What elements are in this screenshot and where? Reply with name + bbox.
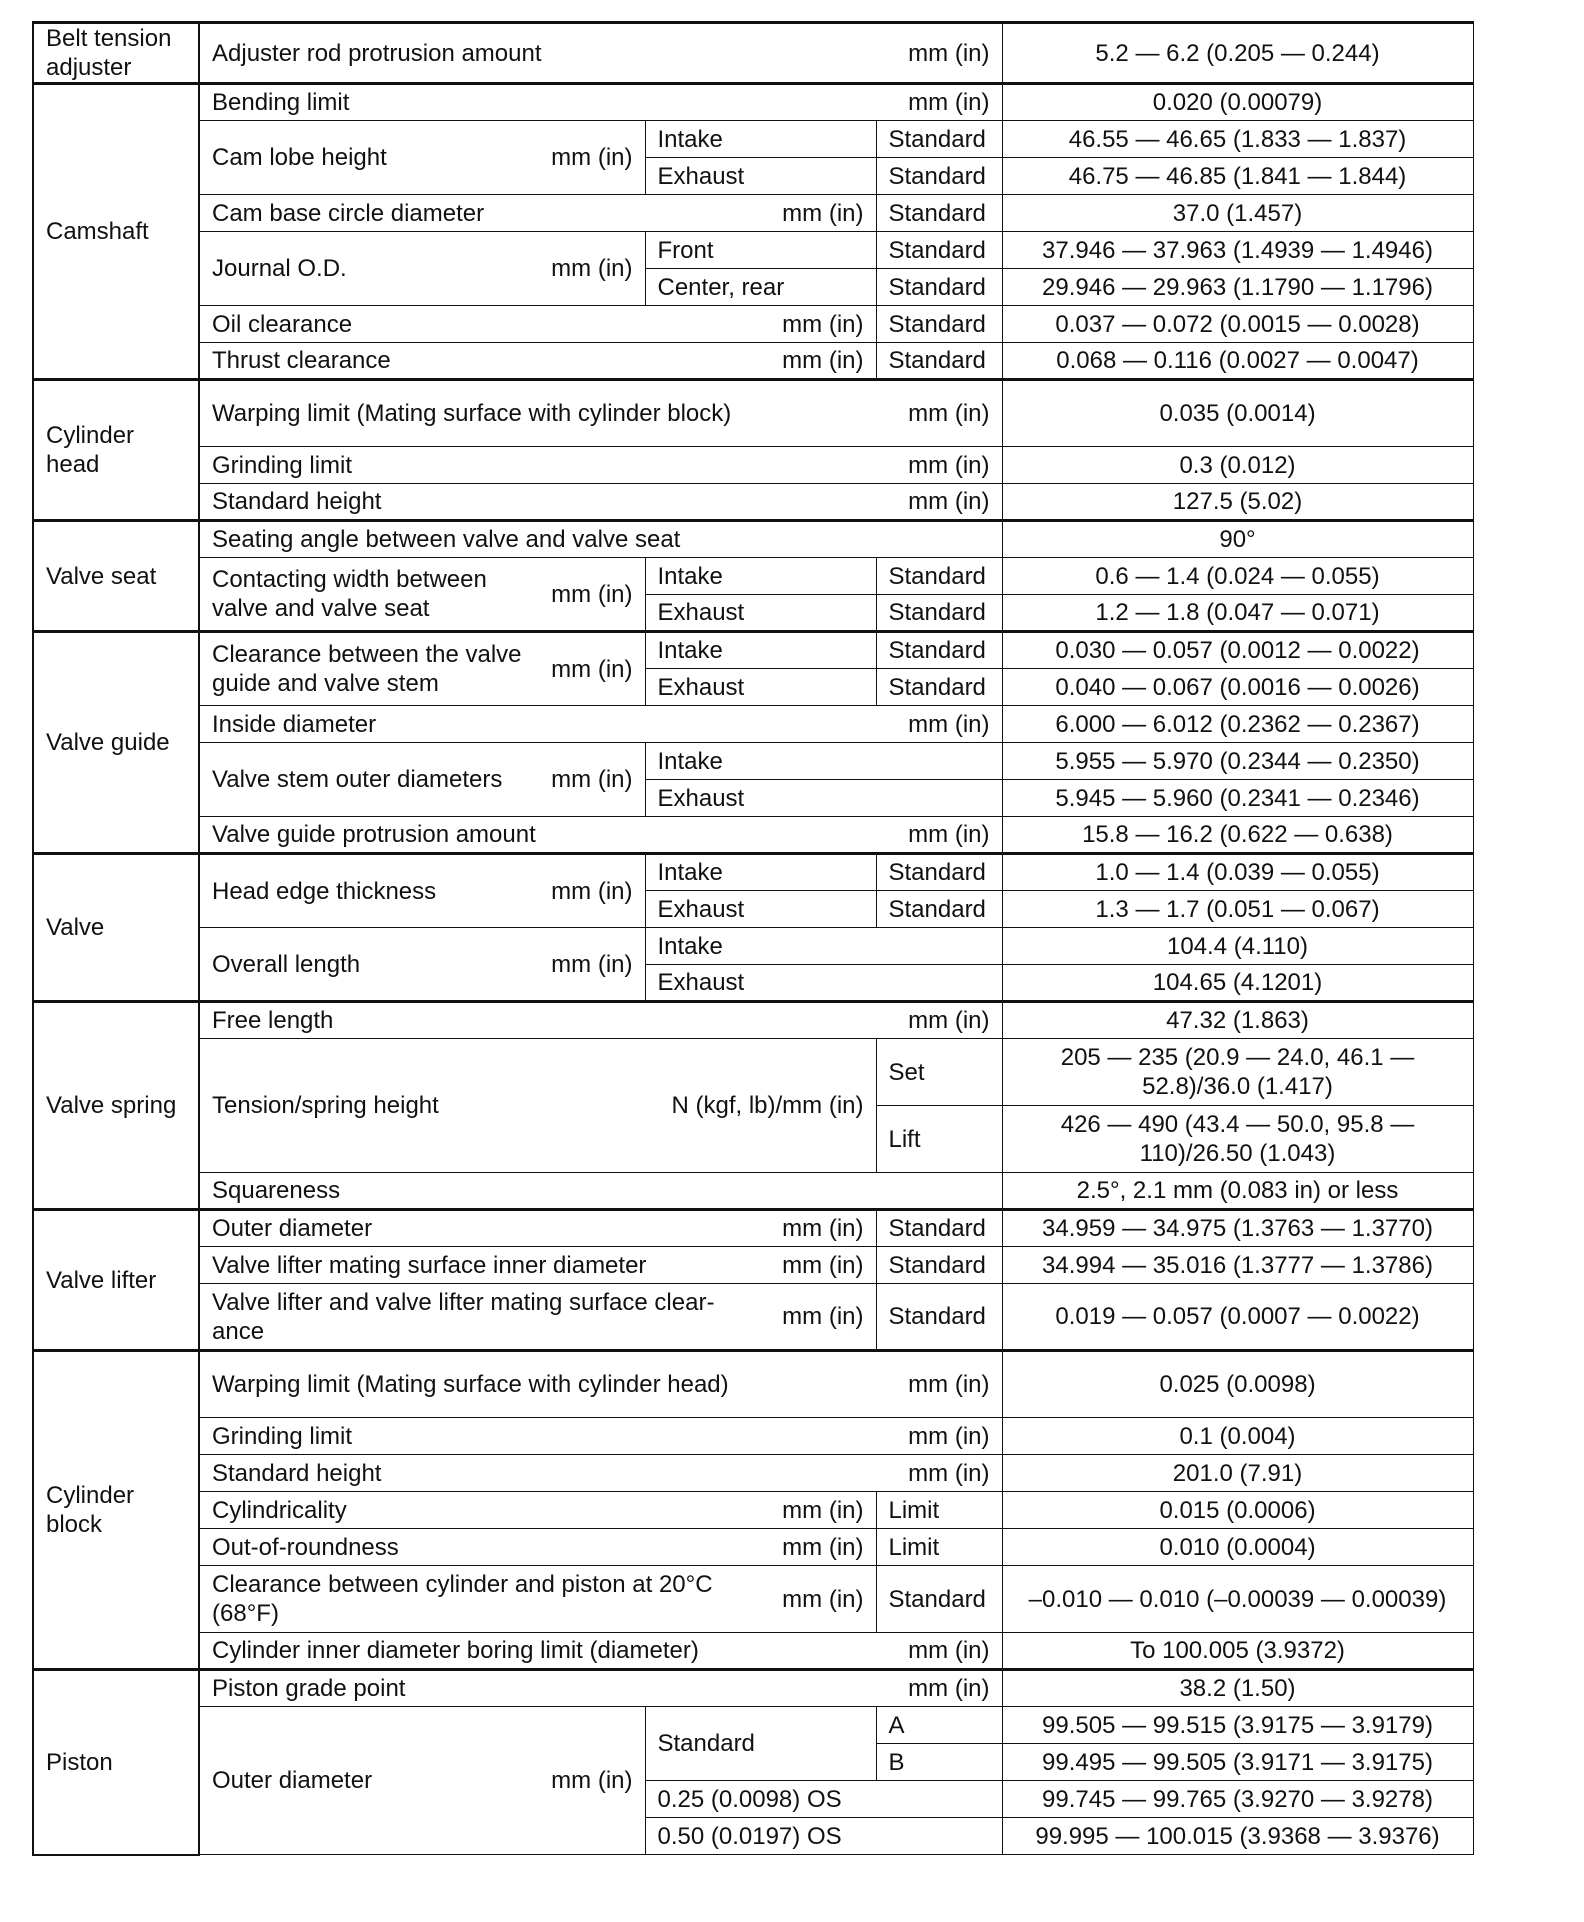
- table-row: [33, 1529, 1473, 1566]
- unit-label: mm (in): [908, 451, 990, 479]
- spec-item-cell: [199, 632, 645, 706]
- table-row: [33, 121, 1473, 158]
- spec-value: 201.0 (7.91): [1002, 1455, 1473, 1492]
- spec-cell: Limit: [876, 1529, 1002, 1566]
- spec-cell: Standard: [876, 232, 1002, 269]
- spec-item-wrap: [212, 640, 633, 698]
- spec-value: 0.020 (0.00079): [1002, 84, 1473, 121]
- unit-label: mm (in): [551, 877, 633, 905]
- spec-value: 0.025 (0.0098): [1002, 1351, 1473, 1418]
- table-row: [33, 558, 1473, 595]
- spec-item-cell: [199, 1566, 876, 1633]
- spec-cell: Exhaust: [645, 780, 1002, 817]
- spec-item-cell: [199, 23, 1002, 84]
- spec-value: 5.2 — 6.2 (0.205 — 0.244): [1002, 23, 1473, 84]
- unit-label: mm (in): [551, 766, 633, 793]
- spec-item-cell: [199, 1670, 1002, 1707]
- spec-value: 99.745 — 99.765 (3.9270 — 3.9278): [1002, 1781, 1473, 1818]
- spec-item-cell: [199, 817, 1002, 854]
- table-row: [33, 195, 1473, 232]
- spec-item-wrap: [212, 877, 633, 906]
- table-row: [33, 343, 1473, 380]
- spec-item-cell: [199, 558, 645, 632]
- table-row: [33, 23, 1473, 84]
- spec-item-wrap: [212, 1766, 633, 1795]
- spec-cell: Standard: [876, 343, 1002, 380]
- unit-label: mm (in): [908, 710, 990, 738]
- spec-cell: Intake: [645, 121, 876, 158]
- section-label: Piston: [33, 1670, 199, 1855]
- spec-item-wrap: [212, 820, 990, 849]
- table-row: [33, 447, 1473, 484]
- spec-item-wrap: [212, 1496, 864, 1525]
- table-row: [33, 1455, 1473, 1492]
- spec-item-wrap: [212, 1674, 990, 1703]
- spec-item-cell: [199, 1455, 1002, 1492]
- spec-item-wrap: [212, 399, 990, 428]
- spec-item-wrap: [212, 710, 990, 739]
- table-row: [33, 1633, 1473, 1670]
- section-label: Valve seat: [33, 521, 199, 632]
- spec-item-label: Thrust clearance: [212, 347, 391, 374]
- spec-item-cell: [199, 1633, 1002, 1670]
- unit-label: mm (in): [908, 821, 990, 848]
- unit-label: mm (in): [551, 144, 633, 171]
- unit-label: mm (in): [908, 1371, 990, 1398]
- spec-cell: Standard: [876, 854, 1002, 891]
- spec-value: 47.32 (1.863): [1002, 1002, 1473, 1039]
- spec-item-cell: [199, 121, 645, 195]
- unit-label: mm (in): [908, 488, 990, 515]
- spec-item-label: Valve stem outer diameters: [212, 766, 503, 793]
- spec-cell: Standard: [876, 1210, 1002, 1247]
- table-row: [33, 743, 1473, 780]
- spec-value: 5.955 — 5.970 (0.2344 — 0.2350): [1002, 743, 1473, 780]
- spec-item-label: Outer diameter: [212, 1215, 373, 1242]
- spec-cell: Intake: [645, 632, 876, 669]
- unit-label: mm (in): [908, 1007, 990, 1034]
- spec-value: 0.3 (0.012): [1002, 447, 1473, 484]
- spec-item-wrap: [212, 199, 864, 228]
- spec-item-wrap: [212, 1006, 990, 1035]
- section-label: Valve lifter: [33, 1210, 199, 1351]
- spec-item-wrap: [212, 1422, 990, 1451]
- section-label: Belt tension adjuster: [33, 23, 199, 84]
- spec-item-cell: [199, 1247, 876, 1284]
- spec-value: 0.015 (0.0006): [1002, 1492, 1473, 1529]
- unit-label: mm (in): [782, 1533, 864, 1561]
- spec-cell: Squareness: [199, 1173, 1002, 1210]
- spec-item-cell: [199, 1002, 1002, 1039]
- spec-value: 37.0 (1.457): [1002, 195, 1473, 232]
- table-row: [33, 1670, 1473, 1707]
- spec-item-label: Clearance between cylinder and piston at 20°C (68°F): [212, 1571, 713, 1627]
- table-row: [33, 928, 1473, 965]
- spec-item-cell: [199, 306, 876, 343]
- spec-cell: Exhaust: [645, 965, 1002, 1002]
- spec-value: 15.8 — 16.2 (0.622 — 0.638): [1002, 817, 1473, 854]
- spec-item-wrap: [212, 1533, 864, 1562]
- spec-item-cell: [199, 1418, 1002, 1455]
- spec-cell: Standard: [876, 669, 1002, 706]
- unit-label: mm (in): [782, 1496, 864, 1524]
- table-row: [33, 1173, 1473, 1210]
- spec-item-cell: [199, 854, 645, 928]
- spec-value: –0.010 — 0.010 (–0.00039 — 0.00039): [1002, 1566, 1473, 1633]
- spec-cell: Set: [876, 1039, 1002, 1106]
- spec-item-label: Valve lifter and valve lifter mating surface clear- ance: [212, 1288, 715, 1345]
- spec-value: 1.3 — 1.7 (0.051 — 0.067): [1002, 891, 1473, 928]
- spec-item-cell: [199, 447, 1002, 484]
- table-row: [33, 84, 1473, 121]
- spec-item-cell: [199, 195, 876, 232]
- table-row: [33, 232, 1473, 269]
- spec-cell: Standard: [876, 1247, 1002, 1284]
- spec-value: 0.1 (0.004): [1002, 1418, 1473, 1455]
- section-label: Camshaft: [33, 84, 199, 380]
- spec-value: 1.2 — 1.8 (0.047 — 0.071): [1002, 595, 1473, 632]
- spec-cell: Intake: [645, 928, 1002, 965]
- spec-cell: A: [876, 1707, 1002, 1744]
- table-row: [33, 817, 1473, 854]
- unit-label: mm (in): [551, 950, 633, 978]
- spec-cell: Exhaust: [645, 669, 876, 706]
- spec-cell: Standard: [876, 269, 1002, 306]
- spec-item-label: Warping limit (Mating surface with cylinder head): [212, 1371, 729, 1398]
- spec-item-cell: [199, 1284, 876, 1351]
- spec-value: 29.946 — 29.963 (1.1790 — 1.1796): [1002, 269, 1473, 306]
- spec-value: 6.000 — 6.012 (0.2362 — 0.2367): [1002, 706, 1473, 743]
- spec-value: 46.75 — 46.85 (1.841 — 1.844): [1002, 158, 1473, 195]
- spec-item-label: Bending limit: [212, 89, 350, 116]
- unit-label: mm (in): [782, 1251, 864, 1279]
- spec-value: 34.994 — 35.016 (1.3777 — 1.3786): [1002, 1247, 1473, 1284]
- spec-item-label: Grinding limit: [212, 1422, 353, 1450]
- spec-value: 99.505 — 99.515 (3.9175 — 3.9179): [1002, 1707, 1473, 1744]
- spec-item-cell: [199, 484, 1002, 521]
- unit-label: mm (in): [551, 255, 633, 282]
- spec-item-cell: [199, 84, 1002, 121]
- table-row: [33, 1418, 1473, 1455]
- spec-item-cell: [199, 743, 645, 817]
- spec-cell: Front: [645, 232, 876, 269]
- table-row: [33, 1707, 1473, 1744]
- spec-item-label: Tension/spring height: [212, 1092, 439, 1119]
- spec-item-wrap: [212, 1370, 990, 1399]
- spec-item-label: Adjuster rod protrusion amount: [212, 39, 542, 67]
- spec-item-label: Cylindricality: [212, 1496, 347, 1524]
- unit-label: mm (in): [908, 1459, 990, 1487]
- spec-value: 90°: [1002, 521, 1473, 558]
- spec-value: 104.65 (4.1201): [1002, 965, 1473, 1002]
- spec-value: 0.068 — 0.116 (0.0027 — 0.0047): [1002, 343, 1473, 380]
- unit-label: N (kgf, lb)/mm (in): [671, 1092, 864, 1119]
- spec-item-label: Inside diameter: [212, 710, 377, 738]
- spec-item-wrap: [212, 1636, 990, 1665]
- spec-cell: Standard: [876, 595, 1002, 632]
- spec-item-cell: [199, 706, 1002, 743]
- spec-item-cell: [199, 1351, 1002, 1418]
- spec-item-wrap: [212, 39, 990, 68]
- spec-cell: Standard: [876, 121, 1002, 158]
- spec-value: 205 — 235 (20.9 — 24.0, 46.1 — 52.8)/36.0 (1.417): [1002, 1039, 1473, 1106]
- unit-label: mm (in): [782, 1585, 864, 1613]
- spec-cell: Standard: [876, 558, 1002, 595]
- unit-label: mm (in): [551, 655, 633, 683]
- spec-item-label: Grinding limit: [212, 451, 353, 479]
- table-row: [33, 306, 1473, 343]
- spec-item-label: Cylinder inner diameter boring limit (diameter): [212, 1637, 699, 1664]
- unit-label: mm (in): [908, 89, 990, 116]
- spec-cell: Standard: [645, 1707, 876, 1781]
- spec-cell: Intake: [645, 854, 876, 891]
- spec-item-label: Standard height: [212, 488, 382, 515]
- spec-cell: 0.25 (0.0098) OS: [645, 1781, 1002, 1818]
- spec-item-label: Standard height: [212, 1459, 382, 1487]
- unit-label: mm (in): [782, 1303, 864, 1330]
- spec-item-wrap: [212, 487, 990, 516]
- spec-value: 38.2 (1.50): [1002, 1670, 1473, 1707]
- spec-cell: Standard: [876, 1566, 1002, 1633]
- spec-item-wrap: [212, 1091, 864, 1120]
- spec-item-cell: [199, 928, 645, 1002]
- table-row: [33, 380, 1473, 447]
- spec-cell: Standard: [876, 306, 1002, 343]
- table-row: [33, 484, 1473, 521]
- spec-cell: Exhaust: [645, 158, 876, 195]
- spec-item-wrap: [212, 1214, 864, 1243]
- unit-label: mm (in): [908, 400, 990, 427]
- spec-item-cell: [199, 343, 876, 380]
- spec-value: 99.495 — 99.505 (3.9171 — 3.9175): [1002, 1744, 1473, 1781]
- spec-cell: Standard: [876, 632, 1002, 669]
- spec-cell: B: [876, 1744, 1002, 1781]
- spec-item-wrap: [212, 451, 990, 480]
- table-row: [33, 854, 1473, 891]
- spec-value: 0.6 — 1.4 (0.024 — 0.055): [1002, 558, 1473, 595]
- spec-item-label: Out-of-roundness: [212, 1533, 399, 1561]
- unit-label: mm (in): [908, 1675, 990, 1702]
- table-row: [33, 1039, 1473, 1106]
- spec-item-label: Cam lobe height: [212, 144, 387, 171]
- spec-item-wrap: [212, 1570, 864, 1628]
- spec-value: 0.035 (0.0014): [1002, 380, 1473, 447]
- spec-value: 46.55 — 46.65 (1.833 — 1.837): [1002, 121, 1473, 158]
- spec-item-label: Oil clearance: [212, 310, 353, 338]
- unit-label: mm (in): [782, 1215, 864, 1242]
- spec-item-cell: [199, 1210, 876, 1247]
- spec-value: 37.946 — 37.963 (1.4939 — 1.4946): [1002, 232, 1473, 269]
- spec-item-label: Valve guide protrusion amount: [212, 821, 536, 848]
- spec-item-label: Head edge thickness: [212, 877, 437, 905]
- spec-item-wrap: [212, 565, 633, 623]
- spec-value: 127.5 (5.02): [1002, 484, 1473, 521]
- table-row: [33, 521, 1473, 558]
- specification-table-body: [33, 23, 1473, 1855]
- table-row: [33, 1210, 1473, 1247]
- unit-label: mm (in): [908, 1422, 990, 1450]
- table-row: [33, 1492, 1473, 1529]
- spec-cell: Exhaust: [645, 891, 876, 928]
- spec-item-label: Warping limit (Mating surface with cylinder block): [212, 400, 732, 427]
- unit-label: mm (in): [782, 199, 864, 227]
- spec-item-cell: [199, 1707, 645, 1855]
- unit-label: mm (in): [908, 39, 990, 67]
- unit-label: mm (in): [908, 1637, 990, 1664]
- table-row: [33, 1566, 1473, 1633]
- spec-cell: Intake: [645, 743, 1002, 780]
- spec-item-label: Piston grade point: [212, 1675, 406, 1702]
- table-row: [33, 706, 1473, 743]
- spec-cell: Center, rear: [645, 269, 876, 306]
- spec-item-label: Cam base circle diameter: [212, 199, 485, 227]
- spec-item-cell: [199, 1492, 876, 1529]
- spec-item-cell: [199, 232, 645, 306]
- table-row: [33, 1284, 1473, 1351]
- table-row: [33, 1247, 1473, 1284]
- spec-value: 2.5°, 2.1 mm (0.083 in) or less: [1002, 1173, 1473, 1210]
- spec-item-wrap: [212, 254, 633, 283]
- spec-cell: Standard: [876, 158, 1002, 195]
- spec-value: 1.0 — 1.4 (0.039 — 0.055): [1002, 854, 1473, 891]
- unit-label: mm (in): [782, 347, 864, 374]
- spec-item-wrap: [212, 88, 990, 117]
- specification-table: [32, 21, 1474, 1856]
- spec-value: 0.019 — 0.057 (0.0007 — 0.0022): [1002, 1284, 1473, 1351]
- spec-value: 0.040 — 0.067 (0.0016 — 0.0026): [1002, 669, 1473, 706]
- spec-cell: Standard: [876, 195, 1002, 232]
- spec-cell: Lift: [876, 1106, 1002, 1173]
- spec-value: 34.959 — 34.975 (1.3763 — 1.3770): [1002, 1210, 1473, 1247]
- spec-item-wrap: [212, 143, 633, 172]
- spec-item-wrap: [212, 346, 864, 375]
- unit-label: mm (in): [782, 310, 864, 338]
- spec-cell: Limit: [876, 1492, 1002, 1529]
- section-label: Valve: [33, 854, 199, 1002]
- spec-value: 0.010 (0.0004): [1002, 1529, 1473, 1566]
- section-label: Valve guide: [33, 632, 199, 854]
- spec-value: 5.945 — 5.960 (0.2341 — 0.2346): [1002, 780, 1473, 817]
- spec-value: 426 — 490 (43.4 — 50.0, 95.8 — 110)/26.50 (1.043): [1002, 1106, 1473, 1173]
- table-row: [33, 1351, 1473, 1418]
- spec-item-label: Outer diameter: [212, 1767, 373, 1794]
- spec-cell: 0.50 (0.0197) OS: [645, 1818, 1002, 1855]
- spec-value: 104.4 (4.110): [1002, 928, 1473, 965]
- spec-item-wrap: [212, 1288, 864, 1346]
- spec-cell: Seating angle between valve and valve seat: [199, 521, 1002, 558]
- unit-label: mm (in): [551, 580, 633, 608]
- spec-cell: Intake: [645, 558, 876, 595]
- spec-item-label: Valve lifter mating surface inner diameter: [212, 1251, 647, 1279]
- spec-item-label: Free length: [212, 1007, 334, 1034]
- spec-cell: Exhaust: [645, 595, 876, 632]
- section-label: Valve spring: [33, 1002, 199, 1210]
- spec-value: 0.030 — 0.057 (0.0012 — 0.0022): [1002, 632, 1473, 669]
- spec-item-label: Overall length: [212, 950, 361, 978]
- spec-item-cell: [199, 1039, 876, 1173]
- spec-item-wrap: [212, 950, 633, 979]
- spec-item-wrap: [212, 765, 633, 794]
- unit-label: mm (in): [551, 1767, 633, 1794]
- spec-value: To 100.005 (3.9372): [1002, 1633, 1473, 1670]
- section-label: Cylinder block: [33, 1351, 199, 1670]
- spec-item-cell: [199, 380, 1002, 447]
- spec-value: 99.995 — 100.015 (3.9368 — 3.9376): [1002, 1818, 1473, 1855]
- spec-item-cell: [199, 1529, 876, 1566]
- table-row: [33, 1002, 1473, 1039]
- spec-item-wrap: [212, 1251, 864, 1280]
- spec-value: 0.037 — 0.072 (0.0015 — 0.0028): [1002, 306, 1473, 343]
- spec-cell: Standard: [876, 891, 1002, 928]
- section-label: Cylinder head: [33, 380, 199, 521]
- spec-item-wrap: [212, 310, 864, 339]
- spec-item-label: Journal O.D.: [212, 255, 347, 282]
- spec-item-label: Contacting width between valve and valve seat: [212, 566, 487, 622]
- spec-item-wrap: [212, 1459, 990, 1488]
- spec-item-label: Clearance between the valve guide and valve stem: [212, 641, 522, 697]
- spec-cell: Standard: [876, 1284, 1002, 1351]
- table-row: [33, 632, 1473, 669]
